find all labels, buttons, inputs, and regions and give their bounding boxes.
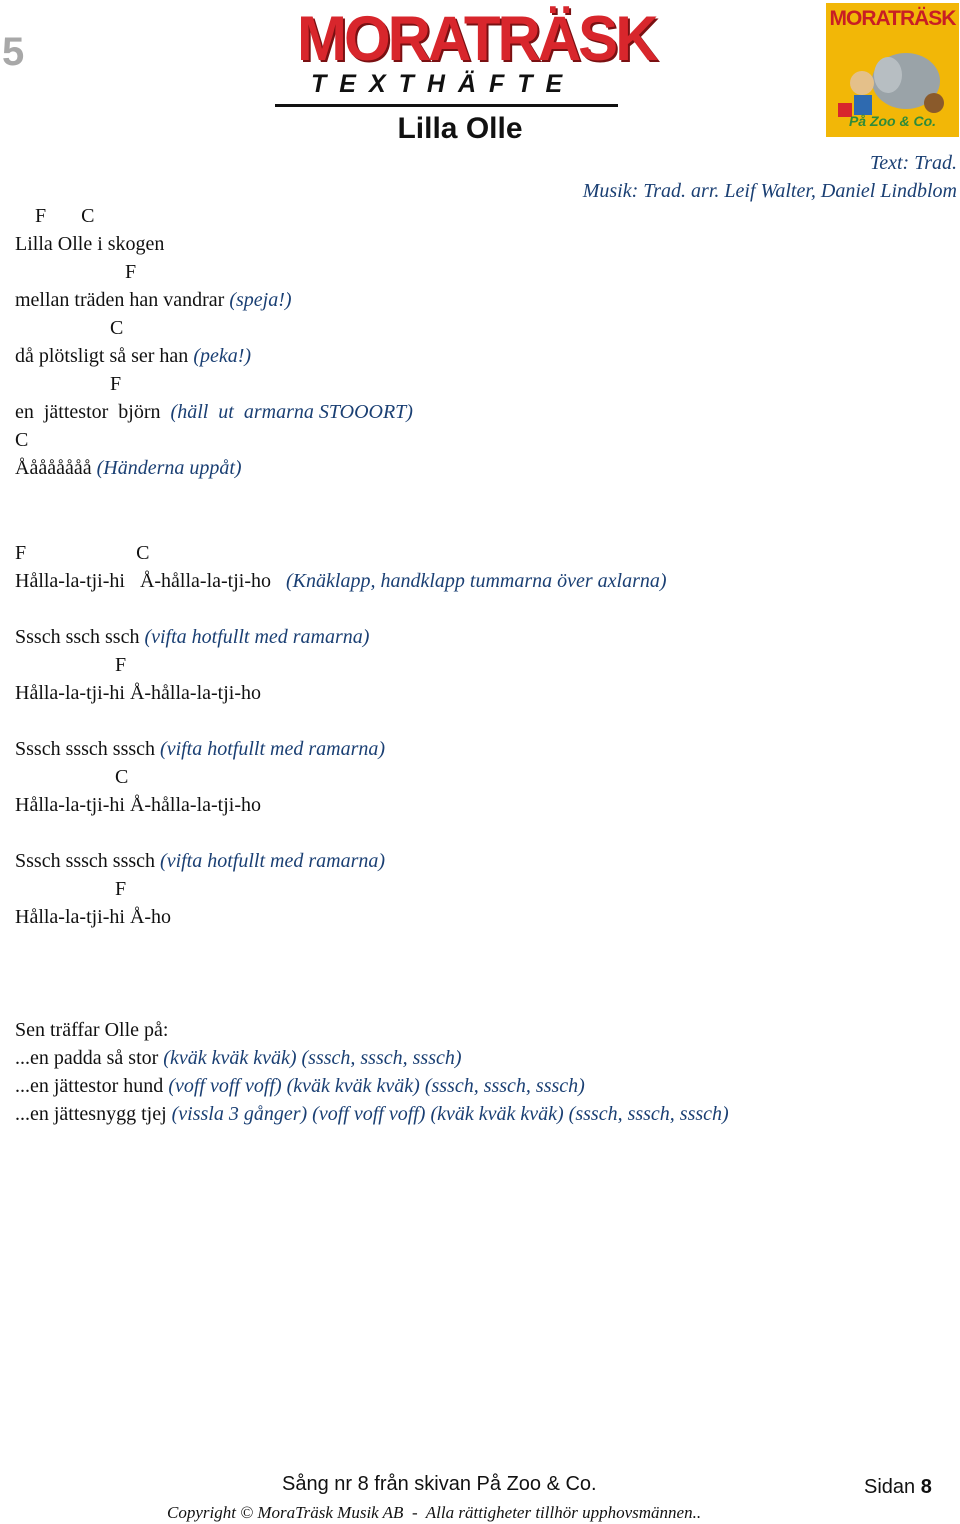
stage-direction: (häll ut armarna STOOORT) [170,401,413,423]
chord-line: F [15,261,137,283]
lyric-text: ...en jättesnygg tjej [15,1103,172,1125]
lyric-line [15,401,413,424]
stage-direction: (vifta hotfullt med ramarna) [160,850,386,872]
chord-line: F C [15,542,150,564]
lyric-text: då plötsligt så ser han [15,345,194,367]
lyric-line [15,345,251,368]
chord-line: C [15,766,129,788]
lyric-text: mellan träden han vandrar [15,289,230,311]
lyric-line: Hålla-la-tji-hi Å-hålla-la-tji-ho [15,682,262,704]
lyric-line: Hålla-la-tji-hi Å-hålla-la-tji-ho [15,794,262,816]
album-subtitle: På Zoo & Co. [848,113,937,129]
lyric-line [15,850,385,873]
lyric-text: Hålla-la-tji-hi Å-hålla-la-tji-ho [15,570,287,592]
moratrask-logo [275,3,656,108]
song-title: Lilla Olle [397,112,523,145]
lyric-line [15,1047,462,1070]
lyric-line: Sen träffar Olle på: [15,1019,169,1041]
lyric-line [15,457,242,480]
lyric-line [15,626,369,649]
lyric-line [15,738,385,761]
chord-line: F C [15,205,95,227]
chord-line: F [15,878,127,900]
lyric-text: en jättestor björn [15,401,171,423]
stage-direction: (speja!) [229,289,292,311]
lyric-line: Lilla Olle i skogen [15,233,165,255]
lyric-text: Sssch ssch ssch [15,626,145,648]
page-number: 8 [920,1476,932,1498]
lyric-text: Sssch sssch sssch [15,850,161,872]
lyric-line [15,1103,729,1126]
lyric-line [15,570,667,593]
music-credit: Musik: Trad. arr. Leif Walter, Daniel Lindblom [582,180,957,202]
copyright-notice: Copyright © MoraTräsk Musik AB - Alla rättigheter tillhör upphovsmännen.. [167,1503,702,1522]
lyric-line [15,1075,585,1098]
stage-direction: (vifta hotfullt med ramarna) [144,626,370,648]
page-indicator [864,1476,932,1499]
album-title: MORATRÄSK [829,7,956,30]
chord-line: F [15,373,122,395]
stage-direction: (vifta hotfullt med ramarna) [160,738,386,760]
logo-divider [275,104,618,107]
page-label: Sidan [864,1476,921,1498]
lyric-text: ...en padda så stor [15,1047,164,1069]
lyric-line [15,289,292,312]
song-number: 5 [2,30,25,74]
stage-direction: (voff voff voff) (kväk kväk kväk) (sssch, sssch, sssch) [168,1075,585,1097]
text-credit: Text: Trad. [869,152,957,174]
stage-direction: (Händerna uppåt) [96,457,242,479]
chord-line: C [15,429,29,451]
footer-source: Sång nr 8 från skivan På Zoo & Co. [282,1473,597,1495]
logo-title: MORATRÄSK [297,3,656,74]
chord-line: C [15,317,124,339]
lyric-text: Sssch sssch sssch [15,738,161,760]
stage-direction: (kväk kväk kväk) (sssch, sssch, sssch) [163,1047,462,1069]
chord-line: F [15,654,127,676]
lyric-text: Åååååååå [15,457,97,479]
logo-subtitle: TEXTHÄFTE [311,70,576,98]
lyric-line: Hålla-la-tji-hi Å-ho [15,906,172,928]
stage-direction: (Knäklapp, handklapp tummarna över axlarna) [286,570,667,592]
lyric-text: ...en jättestor hund [15,1075,169,1097]
stage-direction: (vissla 3 gånger) (voff voff voff) (kväk kväk kväk) (sssch, sssch, sssch) [171,1103,729,1125]
stage-direction: (peka!) [193,345,252,367]
